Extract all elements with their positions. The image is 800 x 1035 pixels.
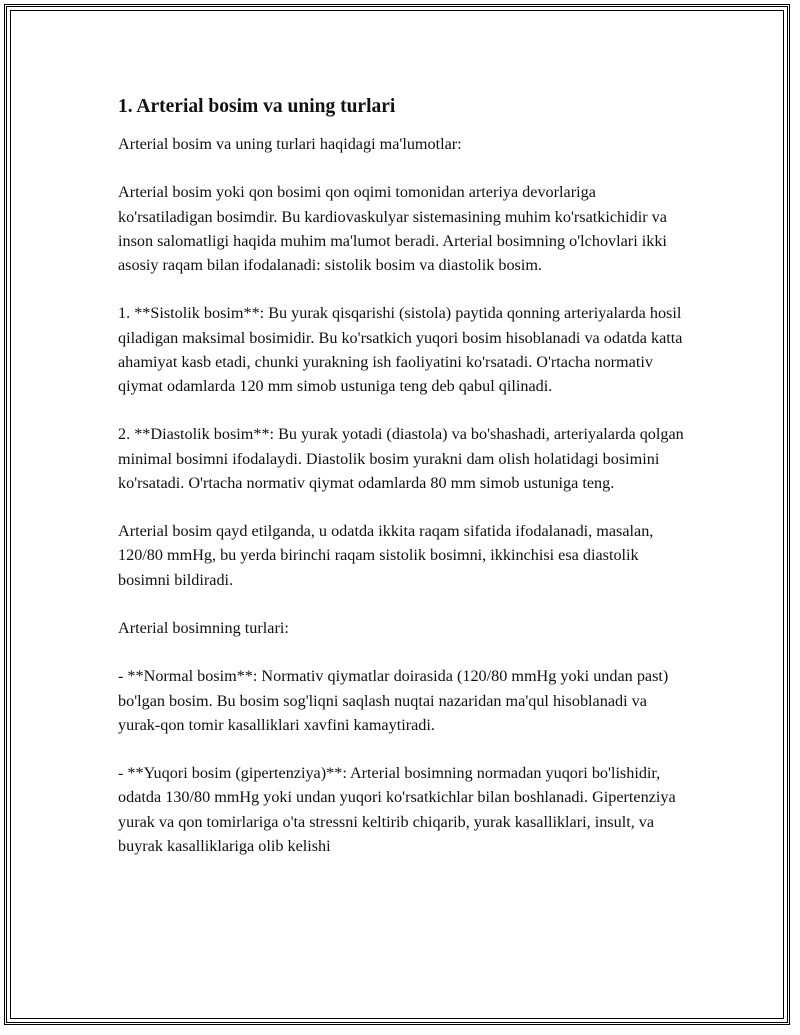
document-body [118,94,693,882]
document-title: 1. Arterial bosim va uning turlari [118,96,396,117]
paragraph-diastolic: 2. **Diastolik bosim**: Bu yurak yotadi (diastola) va bo'shashadi, arteriyalarda qolgan minimal bosimni ifodalaydi. Diastolik bosim yurakni dam olish holatidagi bosimini ko'rsatadi. O'rtacha normativ qiymat odamlarda 80 mm simob ustuniga teng. [118,425,684,492]
paragraph-notation: Arterial bosim qayd etilganda, u odatda ikkita raqam sifatida ifodalanadi, masalan, 120/80 mmHg, bu yerda birinchi raqam sistolik bosimni, ikkinchisi esa diastolik bosimni bildiradi. [118,522,654,589]
paragraph-types-heading: Arterial bosimning turlari: [118,618,289,637]
paragraph-intro: Arterial bosim va uning turlari haqidagi ma'lumotlar: [118,135,462,153]
paragraph-definition: Arterial bosim yoki qon bosimi qon oqimi tomonidan arteriya devorlariga ko'rsatiladigan bosimdir. Bu kardiovaskulyar sistemasining muhim ko'rsatkichidir va inson salomatligi haqida muhim ma'lumot beradi. Arterial bosimning o'lchovlari ikki asosiy raqam bilan ifodalanadi: sistolik bosim va diastolik bosim. [118,183,667,274]
list-item-hypertension: - **Yuqori bosim (gipertenziya)**: Arterial bosimning normadan yuqori bo'lishidir, odatda 130/80 mmHg yoki undan yuqori ko'rsatkichlar bilan boshlanadi. Gipertenziya yurak va qon tomirlariga o'ta stressni keltirib chiqarib, yurak kasalliklari, insult, va buyrak kasalliklariga olib kelishi [118,764,676,855]
list-item-normal: - **Normal bosim**: Normativ qiymatlar doirasida (120/80 mmHg yoki undan past) bo'lgan bosim. Bu bosim sog'liqni saqlash nuqtai nazaridan ma'qul hisoblanadi va yurak-qon tomir kasalliklari xavfini kamaytiradi. [118,667,669,734]
paragraph-systolic: 1. **Sistolik bosim**: Bu yurak qisqarishi (sistola) paytida qonning arteriyalarda hosil qiladigan maksimal bosimidir. Bu ko'rsatkich yuqori bosim hisoblanadi va odatda katta ahamiyat kasb etadi, chunki yurakning ish faoliyatini ko'rsatadi. O'rtacha normativ qiymat odamlarda 120 mm simob ustuniga teng deb qabul qilinadi. [118,304,683,395]
